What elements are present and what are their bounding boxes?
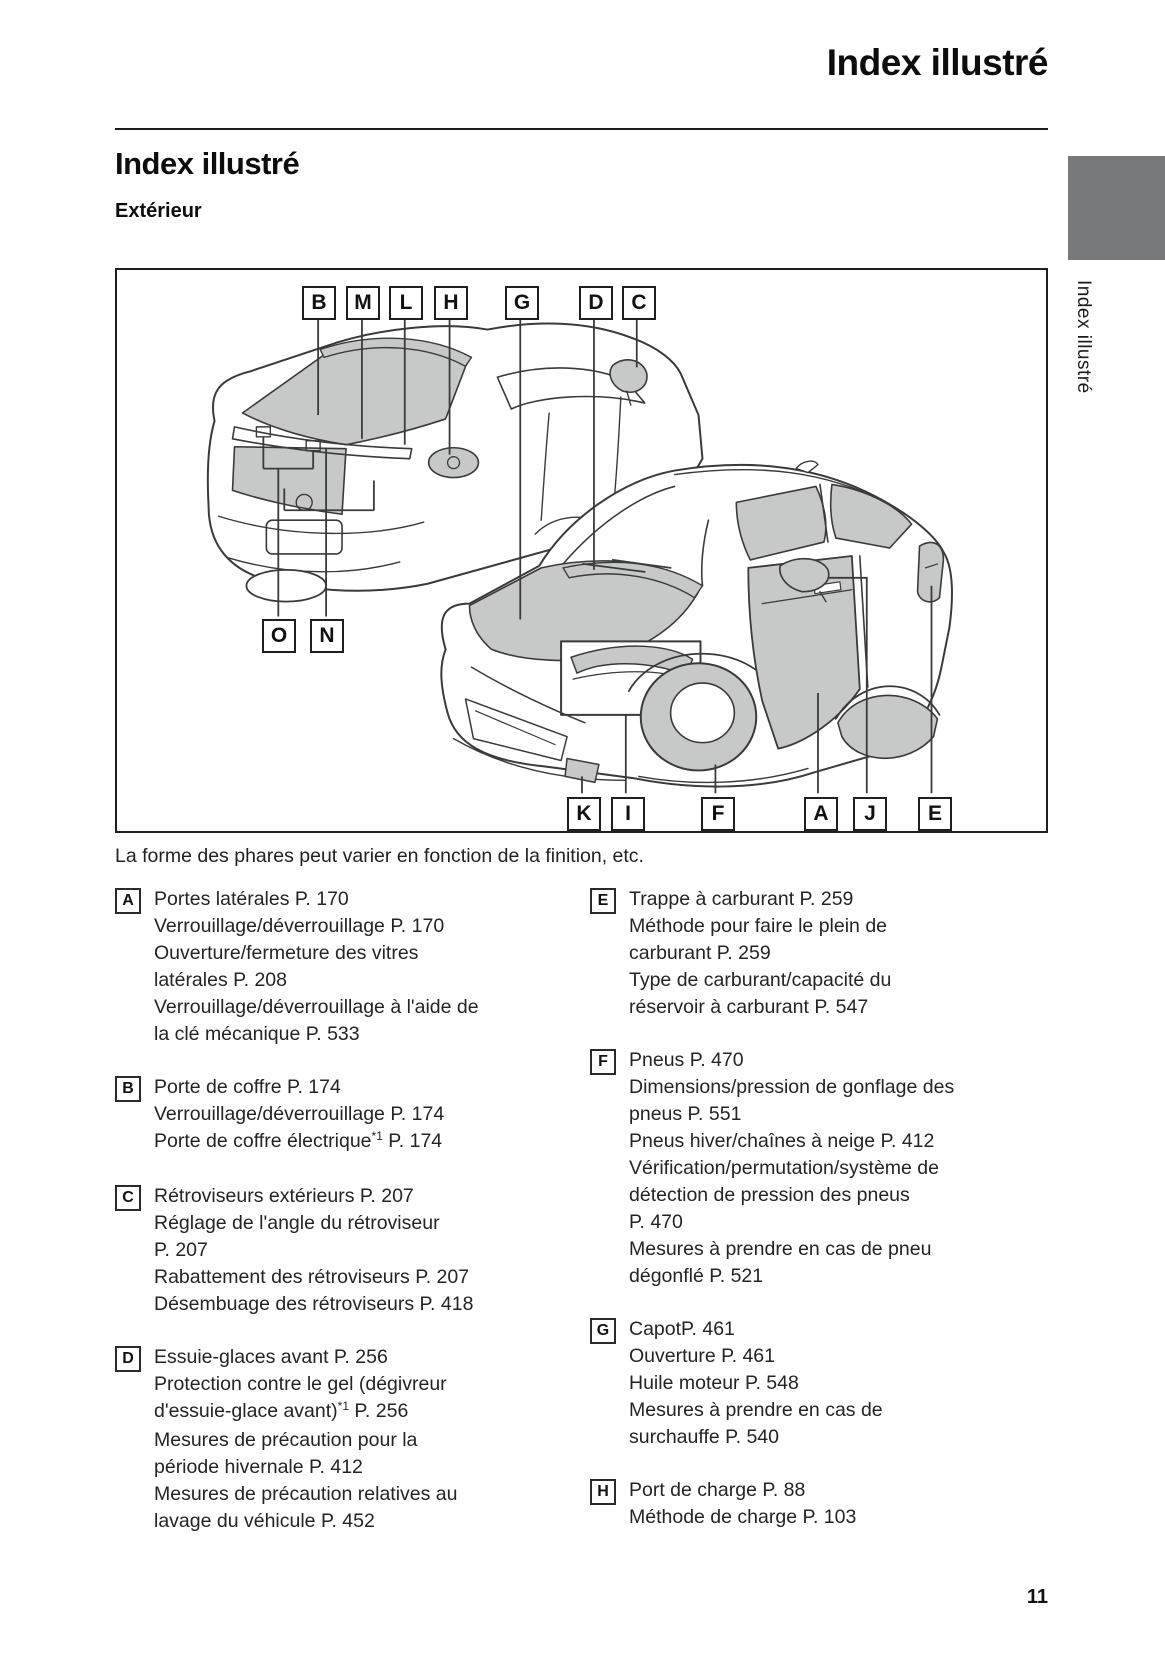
index-item-B bbox=[115, 1074, 585, 1157]
item-line: Verrouillage/déverrouillage P. 174 bbox=[154, 1103, 445, 1125]
page-header-title: Index illustré bbox=[826, 42, 1048, 83]
item-line: Portes latérales P. 170 bbox=[154, 888, 349, 910]
footnote-marker: *1 bbox=[371, 1129, 383, 1143]
item-line: Mesures à prendre en cas de pneu bbox=[629, 1238, 932, 1260]
diagram-label-N: N bbox=[310, 619, 344, 653]
item-line: Méthode pour faire le plein de bbox=[629, 915, 888, 937]
item-line: Verrouillage/déverrouillage P. 170 bbox=[154, 915, 445, 937]
item-line: Trappe à carburant P. 259 bbox=[629, 888, 854, 910]
item-line: Ouverture P. 461 bbox=[629, 1345, 775, 1367]
diagram-label-O: O bbox=[262, 619, 296, 653]
item-line: Type de carburant/capacité du bbox=[629, 969, 892, 991]
item-line: réservoir à carburant P. 547 bbox=[629, 996, 869, 1018]
item-line: Désembuage des rétroviseurs P. 418 bbox=[154, 1293, 474, 1315]
item-line: Huile moteur P. 548 bbox=[629, 1372, 799, 1394]
diagram-label-M: M bbox=[346, 286, 380, 320]
item-lines bbox=[629, 1477, 856, 1531]
item-letter-badge: D bbox=[115, 1346, 141, 1372]
exterior-diagram bbox=[115, 268, 1048, 833]
item-lines bbox=[629, 886, 891, 1021]
car-illustration bbox=[117, 270, 1046, 831]
item-line: d'essuie-glace avant)$^{*1}$ P. 256 bbox=[154, 1399, 409, 1422]
item-line: Essuie-glaces avant P. 256 bbox=[154, 1346, 388, 1368]
index-column-right bbox=[590, 886, 1060, 1557]
item-line: pneus P. 551 bbox=[629, 1103, 742, 1125]
item-line: période hivernale P. 412 bbox=[154, 1456, 363, 1478]
item-line: Mesures à prendre en cas de bbox=[629, 1399, 883, 1421]
item-line: carburant P. 259 bbox=[629, 942, 771, 964]
index-item-F bbox=[590, 1047, 1060, 1290]
item-line: Réglage de l'angle du rétroviseur bbox=[154, 1212, 440, 1234]
item-letter-badge: A bbox=[115, 888, 141, 914]
item-line: Protection contre le gel (dégivreur bbox=[154, 1373, 447, 1395]
diagram-label-D: D bbox=[579, 286, 613, 320]
diagram-label-E: E bbox=[918, 797, 952, 831]
item-line: Port de charge P. 88 bbox=[629, 1479, 806, 1501]
diagram-label-F: F bbox=[701, 797, 735, 831]
item-letter-badge: G bbox=[590, 1318, 616, 1344]
index-column-left bbox=[115, 886, 585, 1561]
item-line: Rabattement des rétroviseurs P. 207 bbox=[154, 1266, 470, 1288]
page-number: 11 bbox=[1026, 1586, 1048, 1608]
item-letter-badge: C bbox=[115, 1185, 141, 1211]
index-item-E bbox=[590, 886, 1060, 1021]
item-lines bbox=[629, 1047, 954, 1290]
diagram-label-B: B bbox=[302, 286, 336, 320]
index-item-C bbox=[115, 1183, 585, 1318]
index-item-H bbox=[590, 1477, 1060, 1531]
item-line: Porte de coffre électrique$^{*1}$ P. 174 bbox=[154, 1129, 443, 1152]
item-line: Mesures de précaution pour la bbox=[154, 1429, 418, 1451]
diagram-label-C: C bbox=[622, 286, 656, 320]
diagram-label-J: J bbox=[853, 797, 887, 831]
diagram-caption: La forme des phares peut varier en fonction de la finition, etc. bbox=[115, 845, 644, 867]
item-line: Ouverture/fermeture des vitres bbox=[154, 942, 419, 964]
item-lines bbox=[154, 1074, 444, 1157]
item-letter-badge: H bbox=[590, 1479, 616, 1505]
item-line: Vérification/permutation/système de bbox=[629, 1157, 939, 1179]
diagram-label-I: I bbox=[611, 797, 645, 831]
item-letter-badge: B bbox=[115, 1076, 141, 1102]
item-letter-badge: E bbox=[590, 888, 616, 914]
item-line: Méthode de charge P. 103 bbox=[629, 1506, 857, 1528]
item-line: latérales P. 208 bbox=[154, 969, 287, 991]
item-line: P. 470 bbox=[629, 1211, 683, 1233]
item-lines bbox=[154, 1344, 458, 1535]
item-line: dégonflé P. 521 bbox=[629, 1265, 764, 1287]
item-line: Dimensions/pression de gonflage des bbox=[629, 1076, 955, 1098]
item-line: Verrouillage/déverrouillage à l'aide de bbox=[154, 996, 479, 1018]
item-letter-badge: F bbox=[590, 1049, 616, 1075]
diagram-label-L: L bbox=[389, 286, 423, 320]
item-lines bbox=[629, 1316, 883, 1451]
item-line: P. 207 bbox=[154, 1239, 208, 1261]
diagram-label-H: H bbox=[434, 286, 468, 320]
sidebar-chapter-label: Index illustré bbox=[1073, 280, 1094, 394]
footnote-marker: *1 bbox=[337, 1399, 350, 1413]
diagram-label-A: A bbox=[804, 797, 838, 831]
item-line: Porte de coffre P. 174 bbox=[154, 1076, 341, 1098]
item-line: Pneus hiver/chaînes à neige P. 412 bbox=[629, 1130, 935, 1152]
header-divider bbox=[115, 128, 1048, 130]
item-lines bbox=[154, 1183, 473, 1318]
diagram-label-K: K bbox=[567, 797, 601, 831]
item-line: Mesures de précaution relatives au bbox=[154, 1483, 458, 1505]
item-line: détection de pression des pneus bbox=[629, 1184, 910, 1206]
index-item-A bbox=[115, 886, 585, 1048]
item-line: CapotP. 461 bbox=[629, 1318, 735, 1340]
chapter-tab bbox=[1068, 156, 1165, 260]
item-line: Rétroviseurs extérieurs P. 207 bbox=[154, 1185, 414, 1207]
diagram-label-G: G bbox=[505, 286, 539, 320]
item-line: Pneus P. 470 bbox=[629, 1049, 744, 1071]
index-item-D bbox=[115, 1344, 585, 1535]
section-title: Index illustré bbox=[115, 146, 300, 181]
index-item-G bbox=[590, 1316, 1060, 1451]
item-line: lavage du véhicule P. 452 bbox=[154, 1510, 375, 1532]
subsection-title: Extérieur bbox=[115, 200, 202, 222]
item-line: la clé mécanique P. 533 bbox=[154, 1023, 360, 1045]
item-lines bbox=[154, 886, 479, 1048]
item-line: surchauffe P. 540 bbox=[629, 1426, 779, 1448]
